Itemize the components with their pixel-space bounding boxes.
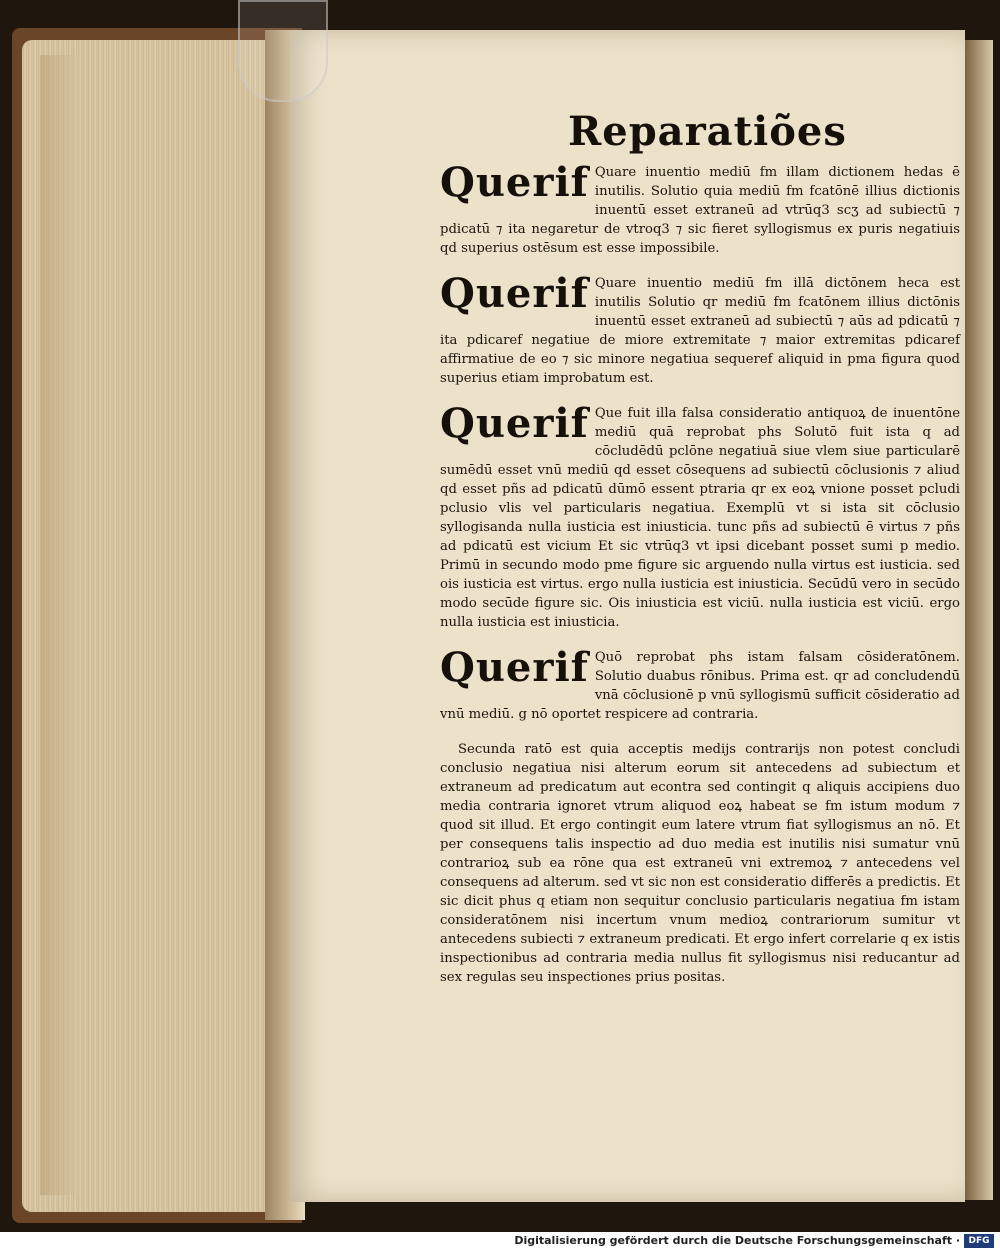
funding-credit: Digitalisierung gefördert durch die Deutsche Forschungsgemeinschaft · (514, 1234, 960, 1247)
running-head: Reparatiões (568, 108, 847, 155)
paragraph-initial: Querif (440, 270, 589, 317)
paragraph-initial: Querif (440, 159, 589, 206)
footer-bar (0, 1232, 1000, 1251)
paragraph-initial: Querif (440, 400, 589, 447)
paragraph-text: Quō reprobat phs istam falsam cōsideratōnem. Solutio duabus rōnibus. Prima est. qr ad concludendū vnā cōclusionē p vnū syllogismū sufficit cōsideratio ad vnū mediū. g nō oportet respicere ad contraria. (440, 650, 960, 722)
paragraph (440, 740, 960, 987)
facing-page-edge (965, 40, 993, 1200)
paragraph (440, 270, 960, 388)
paragraph (440, 644, 960, 724)
page-clip (238, 0, 328, 102)
paragraph (440, 400, 960, 632)
dfg-logo: DFG (964, 1234, 994, 1248)
paragraph (440, 159, 960, 258)
paragraph-text: Que fuit illa falsa consideratio antiquoꝝ de inuentōne mediū quā reprobat phs Solutō fuit ista q ad cōcludēdū pclōne negatiuā siue vlem siue particularē sumēdū esset vnū mediū qd esset cōsequens ad subiectū cōclusionis ⁊ aliud qd esset pñs ad pdicatū dūmō essent ptraria qr ex eoꝝ vnione posset pcludi pclusio vlis vel particularis negatiua. Exemplū vt si ista sit cōclusio syllogisanda nulla iusticia est iniusticia. tunc pñs ad subiectū ē virtus ⁊ pñs ad pdicatū est vicium Et sic vtrūq3 vt ipsi dicebant posset sumi p medio. Primū in secundo modo pme figure sic arguendo nulla virtus est iusticia. sed ois iusticia est virtus. ergo nulla iusticia est iniusticia. Secūdū vero in secūdo modo secūde figure sic. Ois iniusticia est viciū. nulla iusticia est viciū. ergo nulla iusticia est iniusticia. (440, 406, 960, 630)
paragraph-text: Quare inuentio mediū fm illam dictionem hedas ē inutilis. Solutio quia mediū fm fcatōnē illius dictionis inuentū esset extraneū ad vtrūq3 scʒ ad subiectū ⁊ pdicatū ⁊ ita negaretur de vtroq3 ⁊ sic fieret syllogismus ex puris negatiuis qd superius ostēsum est esse impossibile. (440, 165, 960, 256)
paragraph-text: Secunda ratō est quia acceptis medijs contrarijs non potest concludi conclusio negatiua nisi alterum eorum sit antecedens ad subiectum et extraneum ad predicatum aut econtra sed contingit q aliquis accipiens duo media contraria ignoret vtrum aliquod eoꝝ habeat se fm istum modum ⁊ quod sit illud. Et ergo contingit eum latere vtrum fiat syllogismus an nō. Et per consequens talis inspectio ad duo media est inutilis nisi sumatur vnū contrarioꝝ sub ea rōne qua est extraneū vni extremoꝝ ⁊ antecedens vel consequens ad alterum. sed vt sic non est consideratio differēs a predictis. Et sic dicit phus q etiam non sequitur conclusio particularis negatiua fm istam consideratōnem nisi incertum vnum medioꝝ contrariorum sumitur vt antecedens subiecti ⁊ extraneum predicati. Et ergo infert correlarie q ex istis inspectionibus ad contraria media nullus fit syllogismus nisi reducantur ad sex regulas seu inspectiones prius positas. (440, 742, 960, 985)
paragraph-text: Quare inuentio mediū fm illā dictōnem heca est inutilis Solutio qr mediū fm fcatōnem illius dictōnis inuentū esset extraneū ad subiectū ⁊ aūs ad pdicatū ⁊ ita pdicaref negatiue de miore extremitate ⁊ maior extremitas pdicaref affirmatiue de eo ⁊ sic minore negatiua sequeref aliquid in pma figura quod superius etiam improbatum est. (440, 276, 960, 386)
page-edge-shadow (40, 55, 80, 1195)
paragraph-initial: Querif (440, 644, 589, 691)
page-text-block (440, 108, 960, 1003)
